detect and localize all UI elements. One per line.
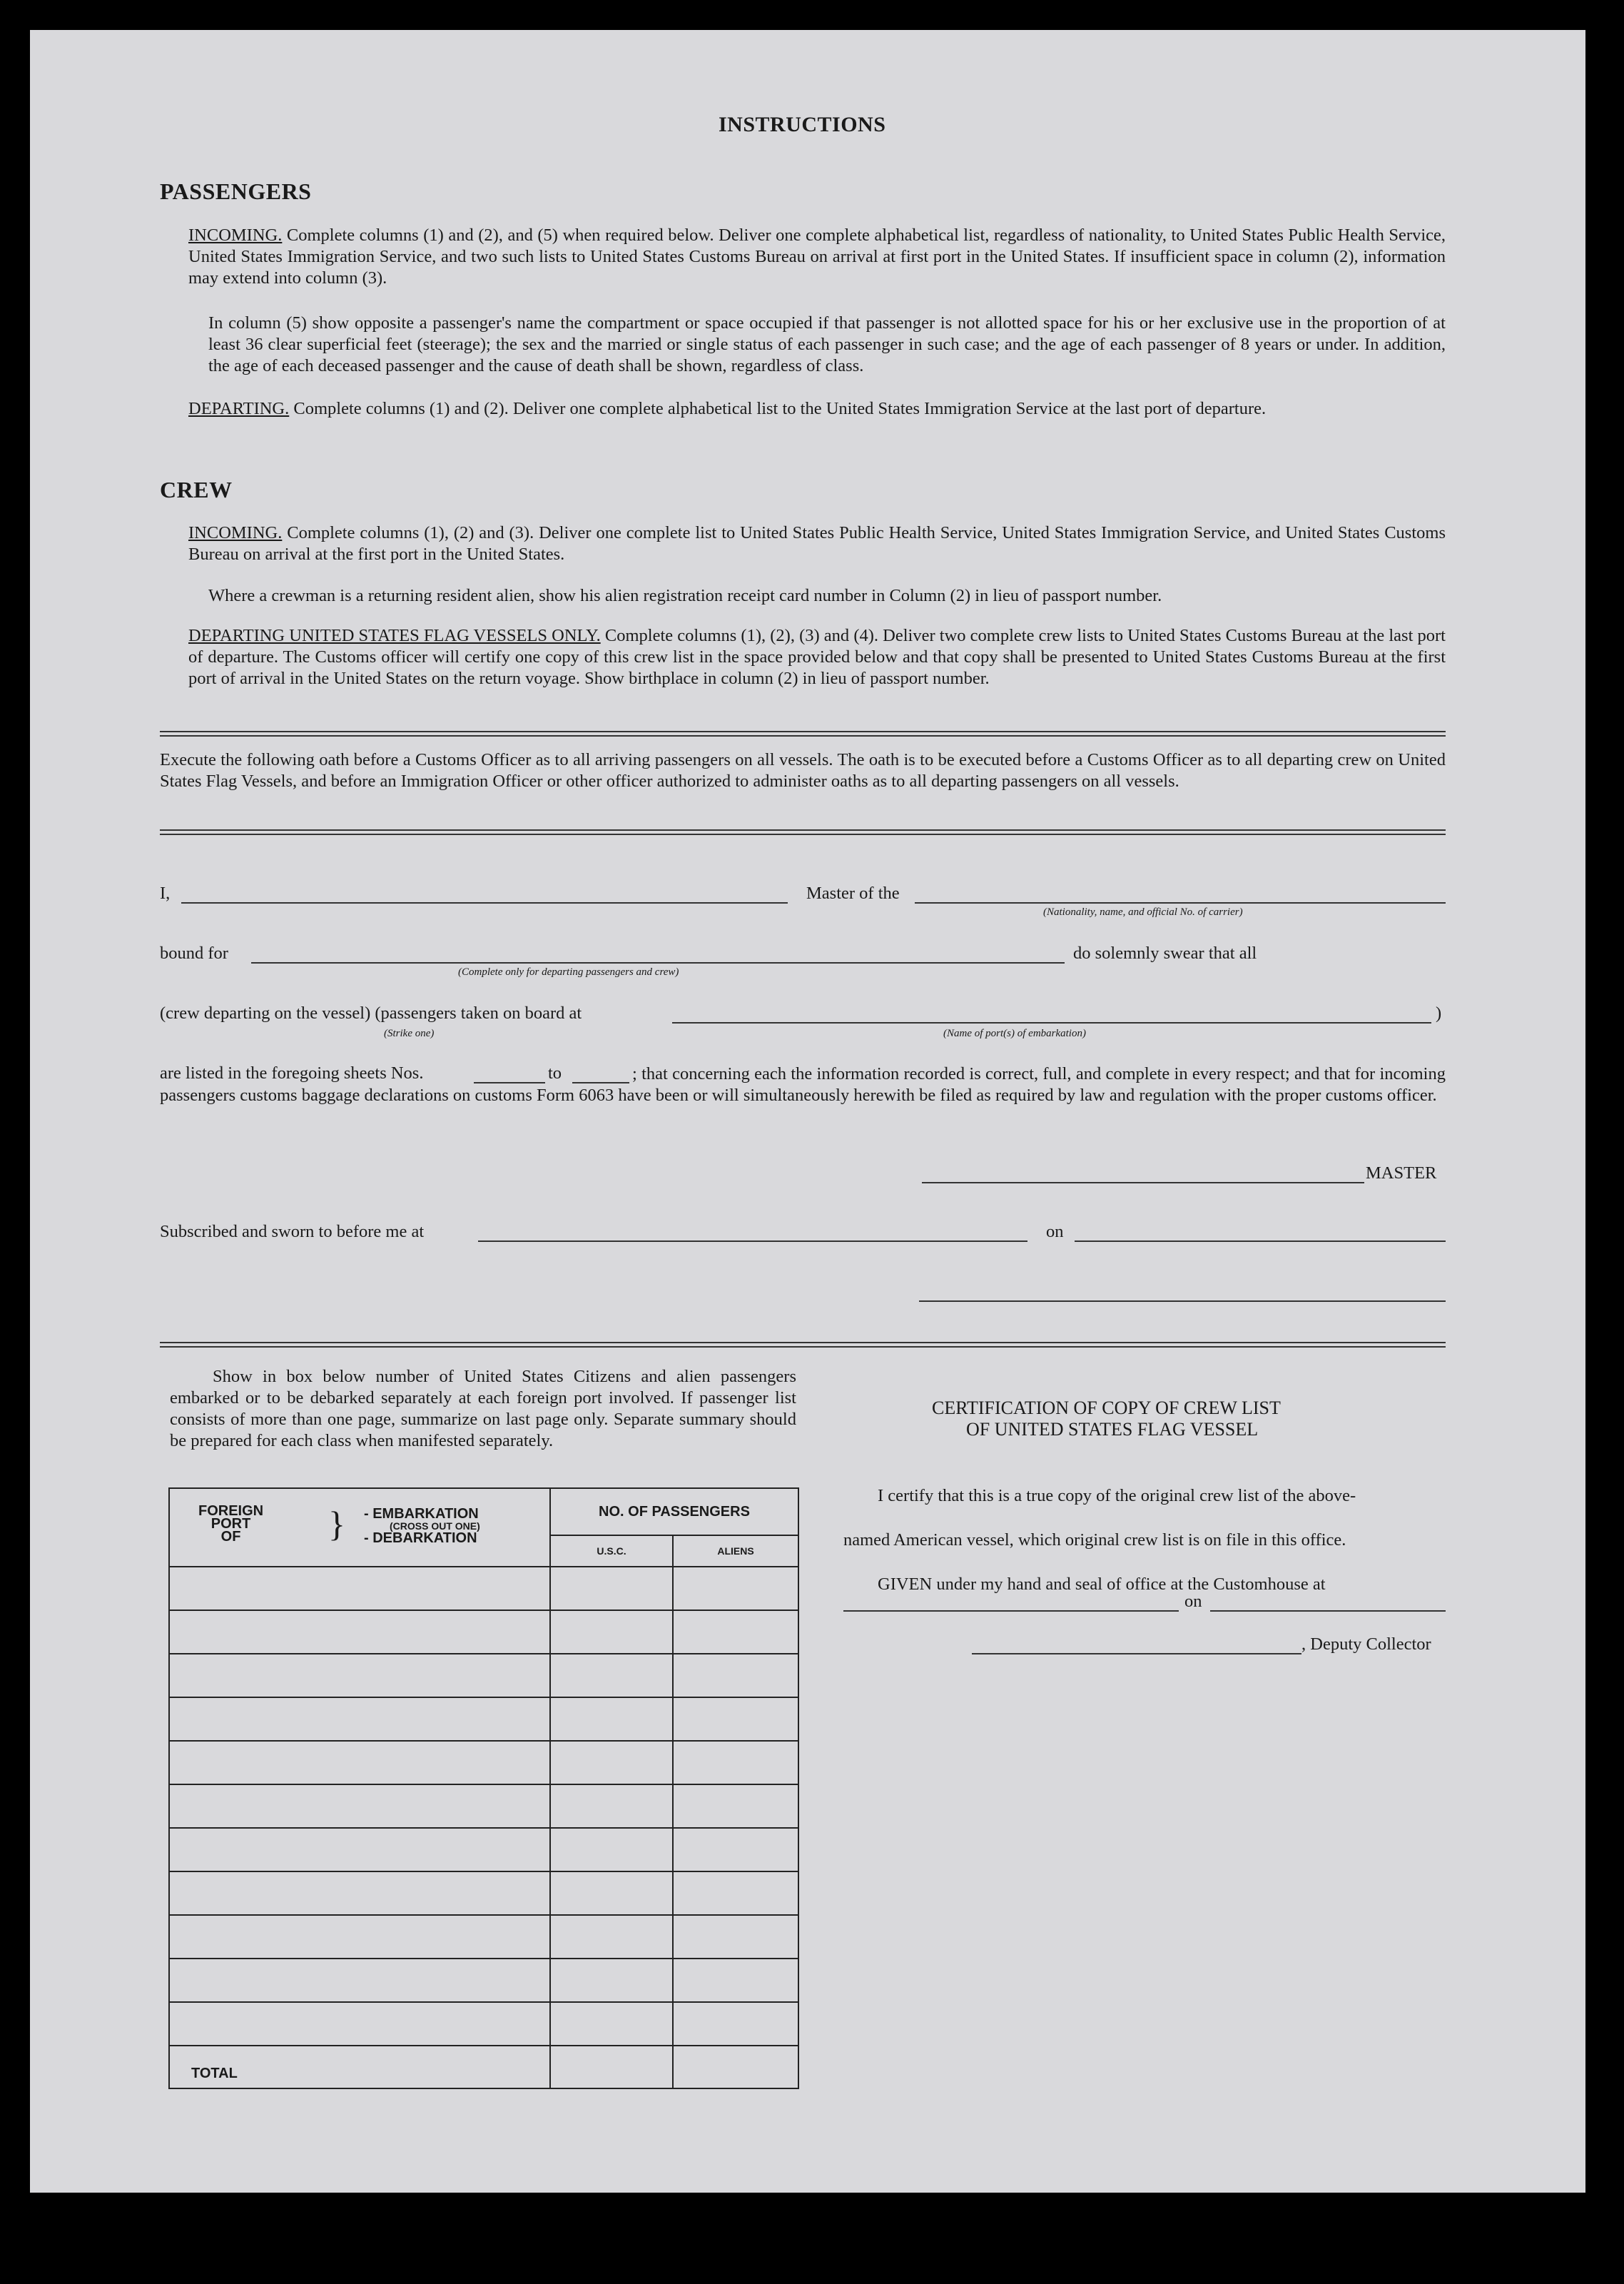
embarkation-port-field[interactable] bbox=[672, 1022, 1431, 1024]
port-caption: (Name of port(s) of embarkation) bbox=[943, 1028, 1086, 1039]
usc-cell[interactable] bbox=[550, 1828, 673, 1871]
port-cell[interactable] bbox=[169, 2002, 550, 2046]
aliens-cell[interactable] bbox=[673, 1697, 798, 1741]
no-passengers-header: NO. OF PASSENGERS bbox=[550, 1488, 798, 1535]
passengers-departing bbox=[188, 398, 1446, 420]
summary-instructions: Show in box below number of United States Citizens and alien passengers embarked or to be debarked separately at each foreign port involved. If passenger list consists of more than one page, summarize on last page only. Separate summary should be prepared for each class when manifested separately. bbox=[170, 1367, 796, 1450]
summary-row bbox=[169, 1828, 798, 1871]
crew-incoming-text: Complete columns (1), (2) and (3). Deliver one complete list to United States Public Health Service, United States Immigration Service, and United States Customs Bureau on arrival at the first port in the United States. bbox=[188, 523, 1446, 564]
summary-row bbox=[169, 1610, 798, 1654]
aliens-cell[interactable] bbox=[673, 1959, 798, 2002]
passenger-summary-table bbox=[168, 1487, 799, 2089]
carrier-field[interactable] bbox=[915, 902, 1446, 904]
crew-departing bbox=[188, 625, 1446, 689]
usc-cell[interactable] bbox=[550, 1784, 673, 1828]
certification-title-1: CERTIFICATION OF COPY OF CREW LIST bbox=[932, 1398, 1281, 1418]
passengers-incoming bbox=[188, 225, 1446, 289]
usc-cell[interactable] bbox=[550, 1610, 673, 1654]
usc-cell[interactable] bbox=[550, 1567, 673, 1610]
certify-line-2: named American vessel, which original crew list is on file in this office. bbox=[843, 1530, 1346, 1550]
total-usc-cell[interactable] bbox=[550, 2046, 673, 2088]
deputy-signature-field[interactable] bbox=[972, 1653, 1301, 1654]
summary-row bbox=[169, 1654, 798, 1697]
passengers-incoming-label: INCOMING. bbox=[188, 226, 283, 245]
usc-cell[interactable] bbox=[550, 1697, 673, 1741]
aliens-cell[interactable] bbox=[673, 1654, 798, 1697]
passengers-departing-text: Complete columns (1) and (2). Deliver one complete alphabetical list to the United States Immigration Service at the last port of departure. bbox=[289, 399, 1267, 418]
master-of-label: Master of the bbox=[806, 884, 900, 903]
sworn-officer-field[interactable] bbox=[919, 1300, 1446, 1302]
sworn-on-label: on bbox=[1046, 1222, 1064, 1241]
port-cell[interactable] bbox=[169, 1741, 550, 1784]
crew-departing-text: (crew departing on the vessel) (passengers taken on board at bbox=[160, 1004, 582, 1023]
divider-3 bbox=[160, 1342, 1446, 1348]
usc-header: U.S.C. bbox=[550, 1535, 673, 1567]
port-cell[interactable] bbox=[169, 1828, 550, 1871]
embarkation-header: - EMBARKATION bbox=[364, 1506, 479, 1522]
master-signature-field[interactable] bbox=[922, 1182, 1364, 1183]
usc-cell[interactable] bbox=[550, 1915, 673, 1959]
usc-cell[interactable] bbox=[550, 1959, 673, 2002]
aliens-header: ALIENS bbox=[673, 1535, 798, 1567]
bound-for-label: bound for bbox=[160, 944, 228, 963]
sworn-place-field[interactable] bbox=[478, 1240, 1027, 1242]
certification-title-2: OF UNITED STATES FLAG VESSEL bbox=[966, 1419, 1259, 1440]
usc-cell[interactable] bbox=[550, 1741, 673, 1784]
summary-rows bbox=[169, 1567, 798, 2046]
crew-resident: Where a crewman is a returning resident alien, show his alien registration receipt card number in Column (2) in lieu of passport number. bbox=[208, 586, 1162, 605]
cross-out-note: (CROSS OUT ONE) bbox=[390, 1520, 480, 1532]
debarkation-header: - DEBARKATION bbox=[364, 1530, 477, 1546]
cert-on-label: on bbox=[1184, 1592, 1202, 1611]
port-cell[interactable] bbox=[169, 1567, 550, 1610]
subscribed-label: Subscribed and sworn to before me at bbox=[160, 1222, 425, 1241]
port-cell[interactable] bbox=[169, 1610, 550, 1654]
deputy-collector-label: , Deputy Collector bbox=[1301, 1634, 1431, 1654]
summary-row bbox=[169, 1871, 798, 1915]
aliens-cell[interactable] bbox=[673, 1871, 798, 1915]
passengers-column5: In column (5) show opposite a passenger's name the compartment or space occupied if that passenger is not allotted space for his or her exclusive use in the proportion of at least 36 clear superficial feet (steerage); the sex and the married or single status of each passenger in such case; and the age of each passenger of 8 years or under. In addition, the age of each deceased passenger and the cause of death shall be shown, regardless of class. bbox=[208, 313, 1446, 375]
usc-cell[interactable] bbox=[550, 2002, 673, 2046]
bound-for-caption: (Complete only for departing passengers and crew) bbox=[458, 966, 679, 978]
summary-row bbox=[169, 2002, 798, 2046]
divider-1 bbox=[160, 731, 1446, 737]
port-cell[interactable] bbox=[169, 1654, 550, 1697]
brace-icon: } bbox=[328, 1504, 345, 1544]
crew-departing-text: Complete columns (1), (2), (3) and (4). Deliver two complete crew lists to United States Customs Bureau at the last port of departure. The Customs officer will certify one copy of this crew list in the space provided below and that copy shall be presented to United States Customs Bureau at the first port of arrival in the United States on the return voyage. Show birthplace in column (2) in lieu of passport number. bbox=[188, 626, 1446, 688]
aliens-cell[interactable] bbox=[673, 1610, 798, 1654]
summary-row bbox=[169, 1784, 798, 1828]
cert-date-field[interactable] bbox=[1210, 1610, 1446, 1612]
bound-for-field[interactable] bbox=[251, 962, 1065, 964]
crew-incoming bbox=[188, 522, 1446, 565]
oath-intro: Execute the following oath before a Customs Officer as to all arriving passengers on all vessels. The oath is to be executed before a Customs Officer as to all departing crew on United States Flag Vessels, and before an Immigration Officer or other officer authorized to administer oaths as to all departing passengers on all vessels. bbox=[160, 750, 1446, 791]
certify-line-1: I certify that this is a true copy of the original crew list of the above- bbox=[878, 1486, 1356, 1505]
given-text: GIVEN under my hand and seal of office at the Customhouse at bbox=[878, 1575, 1326, 1594]
summary-row bbox=[169, 1741, 798, 1784]
port-cell[interactable] bbox=[169, 1697, 550, 1741]
aliens-cell[interactable] bbox=[673, 1567, 798, 1610]
crew-heading: CREW bbox=[160, 477, 233, 502]
page-title: INSTRUCTIONS bbox=[719, 113, 886, 136]
usc-cell[interactable] bbox=[550, 1871, 673, 1915]
swear-text: do solemnly swear that all bbox=[1073, 944, 1257, 963]
summary-row bbox=[169, 1697, 798, 1741]
sworn-date-field[interactable] bbox=[1075, 1240, 1446, 1242]
customhouse-place-field[interactable] bbox=[843, 1610, 1179, 1612]
crew-departing-label: DEPARTING UNITED STATES FLAG VESSELS ONLY. bbox=[188, 626, 601, 645]
close-paren: ) bbox=[1436, 1004, 1442, 1023]
passengers-heading: PASSENGERS bbox=[160, 178, 312, 204]
summary-row bbox=[169, 1959, 798, 2002]
aliens-cell[interactable] bbox=[673, 1915, 798, 1959]
usc-cell[interactable] bbox=[550, 1654, 673, 1697]
master-name-field[interactable] bbox=[181, 902, 788, 904]
form-sheet bbox=[30, 30, 1585, 2193]
port-cell[interactable] bbox=[169, 1784, 550, 1828]
port-header-cell bbox=[169, 1488, 550, 1567]
listed-statement: ; that concerning each the information recorded is correct, full, and complete in every respect; and that for incoming passengers customs baggage declarations on customs Form 6063 have been or will simultaneously herewith be filed as required by law and regulation with the proper customs officer. bbox=[160, 1064, 1446, 1105]
summary-row bbox=[169, 1567, 798, 1610]
crew-incoming-label: INCOMING. bbox=[188, 523, 283, 542]
listed-to-label: to bbox=[548, 1063, 562, 1083]
aliens-cell[interactable] bbox=[673, 1828, 798, 1871]
summary-row bbox=[169, 1915, 798, 1959]
port-cell[interactable] bbox=[169, 1959, 550, 2002]
oath-i-label: I, bbox=[160, 884, 171, 903]
passengers-departing-label: DEPARTING. bbox=[188, 399, 290, 418]
port-cell[interactable] bbox=[169, 1915, 550, 1959]
total-aliens-cell[interactable] bbox=[673, 2046, 798, 2088]
master-signature-label: MASTER bbox=[1366, 1163, 1437, 1183]
aliens-cell[interactable] bbox=[673, 1784, 798, 1828]
port-cell[interactable] bbox=[169, 1871, 550, 1915]
total-label: TOTAL bbox=[169, 2046, 550, 2088]
aliens-cell[interactable] bbox=[673, 1741, 798, 1784]
strike-one-caption: (Strike one) bbox=[384, 1028, 435, 1039]
divider-2 bbox=[160, 829, 1446, 835]
carrier-caption: (Nationality, name, and official No. of carrier) bbox=[1043, 906, 1243, 918]
passengers-incoming-text: Complete columns (1) and (2), and (5) when required below. Deliver one complete alphabetical list, regardless of nationality, to United States Public Health Service, United States Immigration Service, and two such lists to United States Customs Bureau on arrival at first port in the United States. If insufficient space in column (2), information may extend into column (3). bbox=[188, 226, 1446, 288]
foreign-port-header: FOREIGN PORT OF bbox=[198, 1503, 264, 1545]
listed-sheets-label: are listed in the foregoing sheets Nos. bbox=[160, 1063, 424, 1083]
aliens-cell[interactable] bbox=[673, 2002, 798, 2046]
